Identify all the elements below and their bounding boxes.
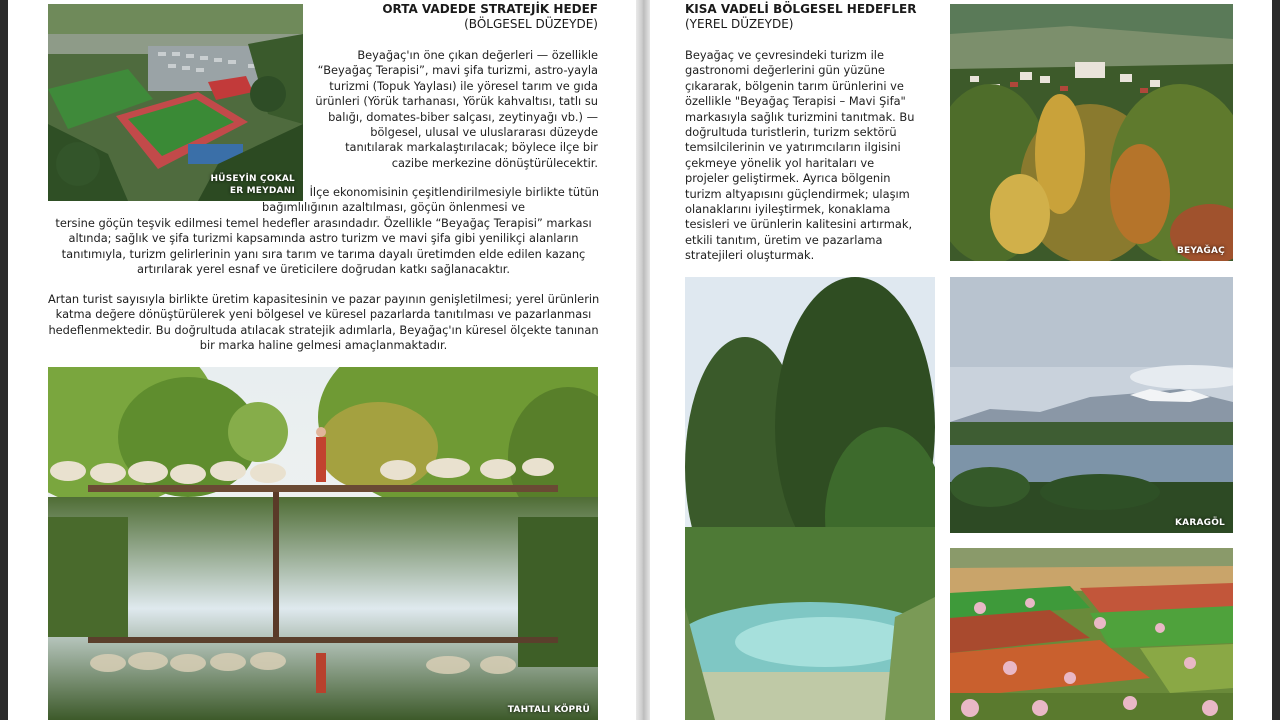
lake-photo-image [950,277,1233,533]
left-p2-line: İlçe ekonomisinin çeşitlendirilmesiyle birlikte tütün [309,185,599,199]
left-p1-line: turizmi (Topuk Yaylası) ile yöresel tarım ve gıda [329,78,598,93]
left-heading: ORTA VADEDE STRATEJİK HEDEF [382,2,598,16]
left-p1-line: bölgesel, ulusal ve uluslararası düzeyde [370,125,598,140]
left-paragraph-2 [48,185,599,277]
left-p1-line: tanıtılarak markalaştırılacak; böylece ilçe bir [345,140,598,155]
town-photo-image [950,4,1233,261]
lake-photo [950,277,1233,533]
right-p-line: turizm altyapısını güçlendirmek; ulaşım [685,186,910,201]
stadium-photo-image [48,4,303,201]
right-p-line: özellikle "Beyağaç Terapisi – Mavi Şifa" [685,94,906,109]
left-subheading: (BÖLGESEL DÜZEYDE) [464,17,598,31]
left-p1-line: balığı, domates-biber salçası, zeytinyağı vb.) — [328,109,598,124]
left-p2-line: tersine göçün teşvik edilmesi temel hedefler arasındadır. Özellikle “Beyağaç Terapisi” markası [55,215,592,230]
left-paragraph-1 [306,48,598,171]
right-p-line: gastronomi değerlerini gün yüzüne [685,63,885,78]
left-p3-line: katma değere dönüştürülerek yeni bölgesel ve küresel pazarlarda tanıtılması ve pazarlanması [55,307,592,322]
left-p2-line: altında; sağlık ve şifa turizmi kapsamında astro turizm ve mavi şifa gibi yenilikçi alanların [68,231,579,246]
right-p-line: çıkararak, bölgenin tarım ürünlerini ve [685,78,904,93]
stadium-caption-line-2: ER MEYDANI [229,186,295,196]
right-p-line: markasıyla sağlık turizmini tanıtmak. Bu [685,109,915,124]
right-p-line: Beyağaç ve çevresindeki turizm ile [685,48,884,62]
left-p1-line: “Beyağaç Terapisi”, mavi şifa turizmi, astro-yayla [317,63,598,78]
stadium-caption-line-1: HÜSEYİN ÇOKAL [210,174,295,184]
right-p-line: stratejileri oluşturmak. [685,248,815,263]
bridge-photo-caption: TAHTALI KÖPRÜ [507,705,590,715]
right-p-line: etkili tanıtım, üretim ve pazarlama [685,232,883,247]
left-p1-line: cazibe merkezine dönüştürülecektir. [391,155,598,170]
right-paragraph [685,48,940,264]
left-p1-line: ürünleri (Yörük tarhanası, Yörük kahvaltısı, tatlı su [315,94,598,109]
orchard-photo-image [950,548,1233,720]
forest-pool-photo-image [685,277,935,720]
left-p3-line: Artan turist sayısıyla birlikte üretim kapasitesinin ve pazar payının genişletilmesi; yerel ürünlerin [48,292,600,306]
stadium-photo [48,4,303,201]
right-heading: KISA VADELİ BÖLGESEL HEDEFLER [685,2,917,16]
left-p2-line: artırılarak yerel esnaf ve üreticilere doğrudan katkı sağlanacaktır. [136,262,511,277]
left-p1-line: Beyağaç'ın öne çıkan değerleri — özellikle [357,48,598,62]
bridge-photo-image [48,367,598,720]
left-p2-line: bağımlılığının azaltılması, göçün önlenmesi ve [262,200,525,215]
town-photo-caption: BEYAĞAÇ [1177,246,1225,256]
lake-photo-caption: KARAGÖL [1174,518,1225,528]
orchard-photo [950,548,1233,720]
town-photo [950,4,1233,261]
right-p-line: tesisleri ve ürünlerin kalitesini artırmak, [685,217,913,232]
book-spine [636,0,650,720]
bridge-photo [48,367,598,720]
right-p-line: temsilcilerinin ve yatırımcıların ilgisini [685,140,901,155]
left-p2-line: tanıtımıyla, turizm gelirlerinin yanı sıra tarım ve tarıma dayalı üretimden elde edilen kazanç [61,246,586,261]
left-paragraph-3 [48,292,599,354]
left-p3-line: bir marka haline gelmesi amaçlanmaktadır. [199,338,448,353]
right-p-line: projeler geliştirmek. Ayrıca bölgenin [685,171,891,186]
left-p3-line: hedeflenmektedir. Bu doğrultuda atılacak stratejik adımlarla, Beyağaç'ın küresel ölçekte tanınan [48,322,599,337]
forest-pool-photo [685,277,935,720]
right-p-line: çekmeye yönelik yol haritaları ve [685,155,875,170]
right-subheading: (YEREL DÜZEYDE) [685,17,794,31]
right-p-line: olanaklarını iyileştirmek, konaklama [685,202,891,217]
right-p-line: doğrultuda turistlerin, turizm sektörü [685,125,897,140]
